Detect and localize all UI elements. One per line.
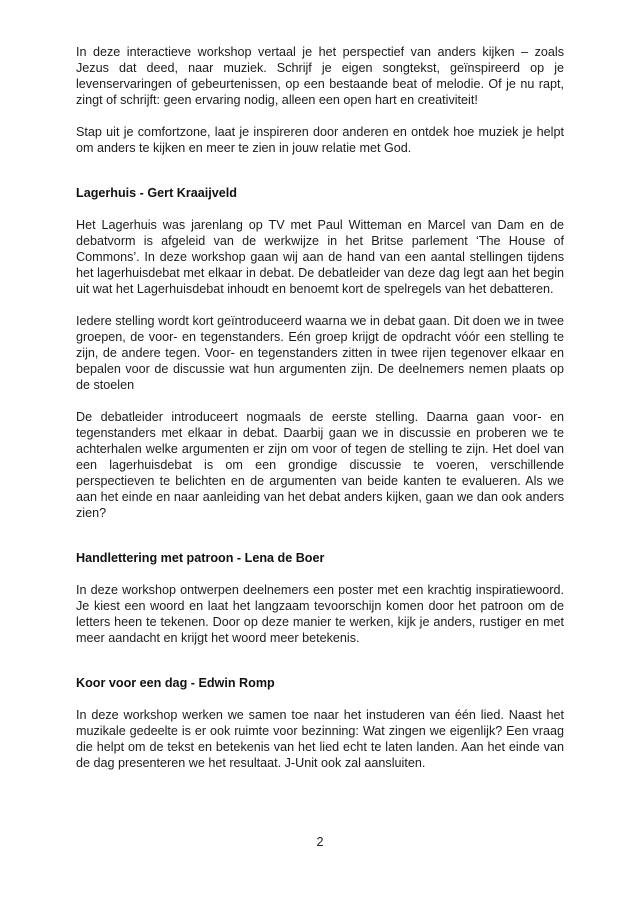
section-paragraph: In deze workshop werken we samen toe naar het instuderen van één lied. Naast het muzikale gedeelte is er ook ruimte voor bezinning: Wat zingen we eigenlijk? Een vraag die helpt om de tekst en betekenis van het lied echt te laten landen. Aan het einde van de dag presenteren we het resultaat. J-Unit ook zal aansluiten. [76, 708, 564, 770]
intro-paragraph: In deze interactieve workshop vertaal je het perspectief van anders kijken – zoals Jezus dat deed, naar muziek. Schrijf je eigen songtekst, geïnspireerd op je levenservaringen of gebeurtenissen, op een bestaande beat of melodie. Of je nu rapt, zingt of schrijft: geen ervaring nodig, alleen een open hart en creativiteit! [76, 45, 564, 107]
section-heading-handlettering: Handlettering met patroon - Lena de Boer [76, 551, 325, 565]
section-heading-koor: Koor voor een dag - Edwin Romp [76, 676, 275, 690]
intro-paragraph: Stap uit je comfortzone, laat je inspireren door anderen en ontdek hoe muziek je helpt om anders te kijken en meer te zien in jouw relatie met God. [76, 125, 564, 155]
section-paragraph: In deze workshop ontwerpen deelnemers een poster met een krachtig inspiratiewoord. Je kiest een woord en laat het langzaam tevoorschijn komen door het patroon om de letters heen te tekenen. Door op deze manier te werken, kijk je anders, rustiger en met meer aandacht en krijgt het woord meer betekenis. [76, 583, 564, 645]
section-heading-lagerhuis: Lagerhuis - Gert Kraaijveld [76, 186, 237, 200]
section-paragraph: Iedere stelling wordt kort geïntroduceerd waarna we in debat gaan. Dit doen we in twee groepen, de voor- en tegenstanders. Eén groep krijgt de opdracht vóór een stelling te zijn, de andere tegen. Voor- en tegenstanders zitten in twee rijen tegenover elkaar en bepalen voor de discussie wat hun argumenten zijn. De deelnemers nemen plaats op de stoelen [76, 314, 564, 392]
section-paragraph: De debatleider introduceert nogmaals de eerste stelling. Daarna gaan voor- en tegenstanders met elkaar in debat. Daarbij gaan we in discussie en proberen we te achterhalen welke argumenten er zijn om voor of tegen de stelling te zijn. Het doel van een lagerhuisdebat is om een grondige discussie te voeren, verschillende perspectieven te belichten en de argumenten van beide kanten te evalueren. Als we aan het einde en naar aanleiding van het debat anders kijken, gaan we dan ook anders zien? [76, 410, 564, 520]
document-page [76, 44, 564, 771]
page-number: 2 [316, 835, 324, 849]
section-paragraph: Het Lagerhuis was jarenlang op TV met Paul Witteman en Marcel van Dam en de debatvorm is afgeleid van de werkwijze in het Britse parlement ‘The House of Commons’. In deze workshop gaan wij aan de hand van een aantal stellingen tijdens het lagerhuisdebat met elkaar in debat. De debatleider van deze dag legt aan het begin uit wat het Lagerhuisdebat inhoudt en benoemt kort de spelregels van het debatteren. [76, 218, 564, 296]
